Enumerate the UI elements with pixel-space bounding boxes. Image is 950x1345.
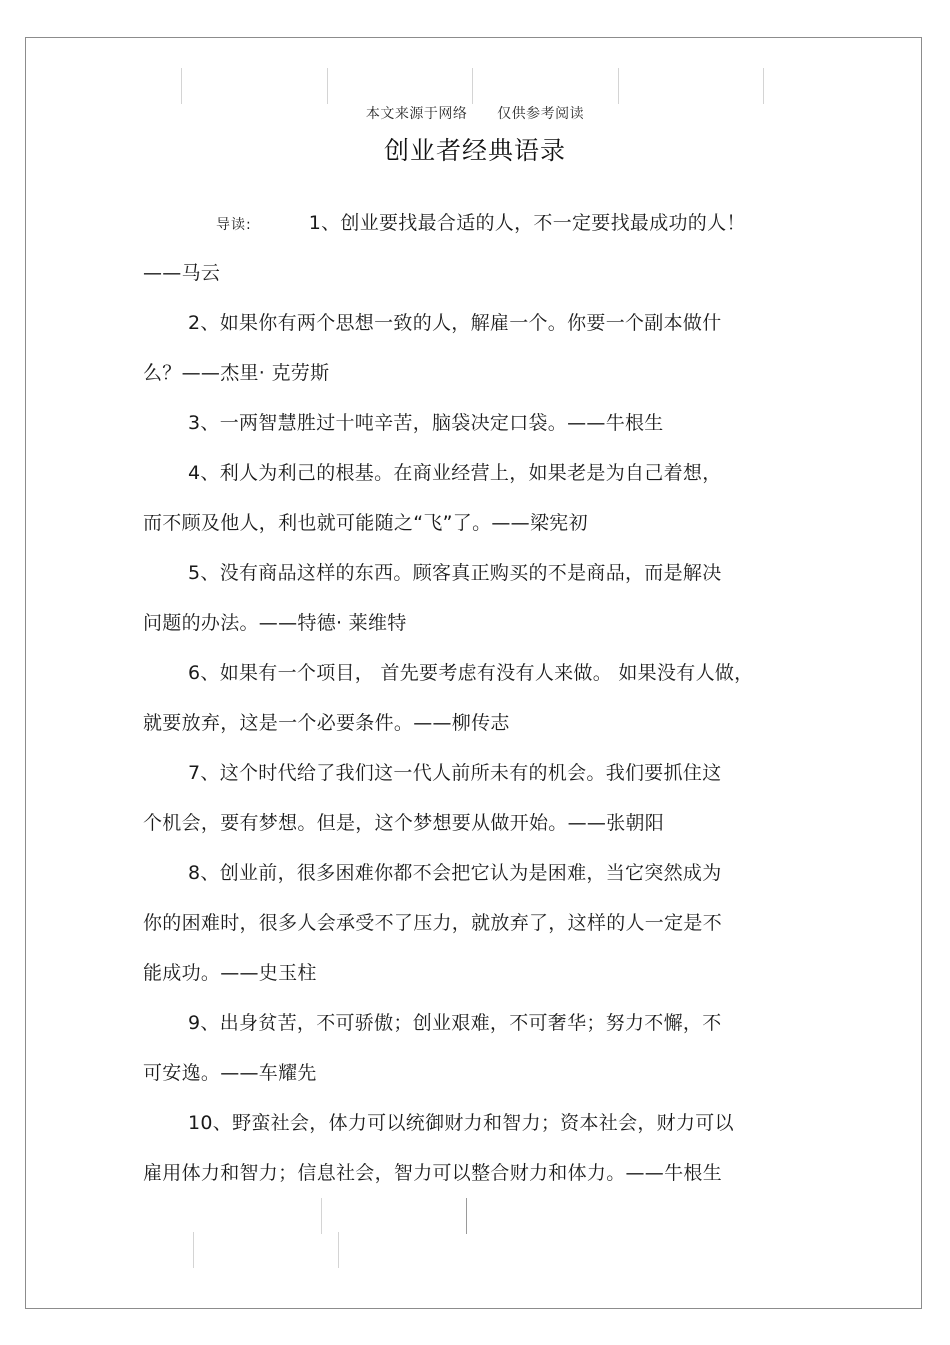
quote-line: 2、如果你有两个思想一致的人，解雇一个。你要一个副本做什 [188, 312, 722, 334]
decor-tick [466, 1198, 467, 1234]
quote-line: 能成功。——史玉柱 [143, 962, 317, 984]
quote-line: 而不顾及他人，利也就可能随之“飞”了。——梁宪初 [143, 512, 588, 534]
decor-tick [181, 68, 182, 104]
decor-tick [338, 1232, 339, 1268]
quote-line: 5、没有商品这样的东西。顾客真正购买的不是商品，而是解决 [188, 562, 722, 584]
quote-line: 可安逸。——车耀先 [143, 1062, 317, 1084]
decor-tick [618, 68, 619, 104]
quote-line: 问题的办法。——特德· 莱维特 [143, 612, 407, 634]
decor-tick [193, 1232, 194, 1268]
quote-line: 9、出身贫苦，不可骄傲；创业艰难，不可奢华；努力不懈，不 [188, 1012, 722, 1034]
decor-tick [472, 68, 473, 104]
quote-line: 7、这个时代给了我们这一代人前所未有的机会。我们要抓住这 [188, 762, 722, 784]
intro-label: 导读: [216, 217, 252, 233]
quote-line: 就要放弃，这是一个必要条件。——柳传志 [143, 712, 510, 734]
quote-line: 3、一两智慧胜过十吨辛苦，脑袋决定口袋。——牛根生 [188, 412, 664, 434]
source-note: 本文来源于网络 仅供参考阅读 [365, 106, 585, 122]
document-title: 创业者经典语录 [383, 136, 566, 165]
quote-line: ——马云 [143, 262, 221, 284]
quote-line: 你的困难时，很多人会承受不了压力，就放弃了，这样的人一定是不 [143, 912, 723, 934]
quote-line: 导读: 1、创业要找最合适的人，不一定要找最成功的人！ [216, 212, 746, 234]
quote-line: 8、创业前，很多困难你都不会把它认为是困难，当它突然成为 [188, 862, 722, 884]
quote-line: 4、利人为利己的根基。在商业经营上，如果老是为自己着想， [188, 462, 722, 484]
quote-line: 个机会，要有梦想。但是，这个梦想要从做开始。——张朝阳 [143, 812, 665, 834]
quote-line: 么？——杰里· 克劳斯 [143, 362, 330, 384]
document-body [143, 198, 793, 1198]
decor-tick [327, 68, 328, 104]
quote-line: 6、如果有一个项目， 首先要考虑有没有人来做。 如果没有人做， [188, 662, 754, 684]
quote-line: 10、野蛮社会，体力可以统御财力和智力；资本社会，财力可以 [188, 1112, 734, 1134]
quote-line: 雇用体力和智力；信息社会，智力可以整合财力和体力。——牛根生 [143, 1162, 723, 1184]
decor-tick [763, 68, 764, 104]
decor-tick [321, 1198, 322, 1234]
